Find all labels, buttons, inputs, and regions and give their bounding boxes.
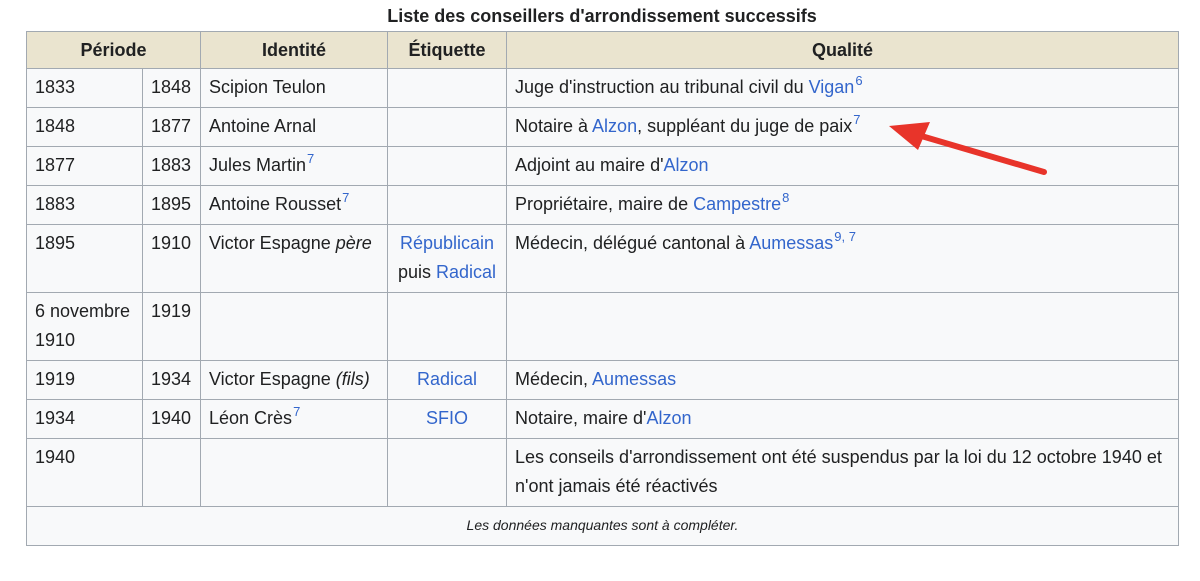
cell-name bbox=[201, 147, 388, 186]
name-text: Scipion Teulon bbox=[209, 77, 326, 97]
header-periode: Période bbox=[27, 32, 201, 69]
cell-party bbox=[388, 293, 507, 361]
cell-name bbox=[201, 361, 388, 400]
link-aumessas[interactable]: Aumessas bbox=[592, 369, 677, 389]
reference-6[interactable]: 6 bbox=[855, 73, 863, 88]
cell-party bbox=[388, 186, 507, 225]
councillors-table bbox=[26, 31, 1179, 546]
reference-8[interactable]: 8 bbox=[782, 190, 790, 205]
footnote-row bbox=[27, 507, 1179, 546]
reference-7[interactable]: 7 bbox=[293, 404, 301, 419]
cell-end: 1919 bbox=[143, 293, 201, 361]
cell-party bbox=[388, 147, 507, 186]
table-container bbox=[26, 0, 1178, 546]
name-text: Victor Espagne bbox=[209, 369, 336, 389]
header-qualite: Qualité bbox=[507, 32, 1179, 69]
cell-start: 1877 bbox=[27, 147, 143, 186]
qualite-text: Notaire à bbox=[515, 116, 593, 136]
cell-start: 6 novembre 1910 bbox=[27, 293, 143, 361]
qualite-text: Médecin, délégué cantonal à bbox=[515, 233, 750, 253]
reference-7[interactable]: 7 bbox=[307, 151, 315, 166]
header-identite: Identité bbox=[201, 32, 388, 69]
cell-party bbox=[388, 400, 507, 439]
cell-end bbox=[143, 439, 201, 507]
cell-party bbox=[388, 69, 507, 108]
cell-start: 1919 bbox=[27, 361, 143, 400]
qualite-text: Propriétaire, maire de bbox=[515, 194, 694, 214]
table-footnote: Les données manquantes sont à compléter. bbox=[27, 507, 1179, 546]
cell-qualite bbox=[507, 69, 1179, 108]
cell-end: 1877 bbox=[143, 108, 201, 147]
cell-end: 1940 bbox=[143, 400, 201, 439]
cell-start: 1883 bbox=[27, 186, 143, 225]
qualite-text: Médecin, bbox=[515, 369, 593, 389]
link-vigan[interactable]: Vigan bbox=[808, 77, 855, 97]
qualite-text-after: , suppléant du juge de paix bbox=[637, 116, 853, 136]
cell-qualite: Les conseils d'arrondissement ont été suspendus par la loi du 12 octobre 1940 et n'ont jamais été réactivés bbox=[507, 439, 1179, 507]
cell-party bbox=[388, 361, 507, 400]
table-row bbox=[27, 186, 1179, 225]
cell-start: 1895 bbox=[27, 225, 143, 293]
cell-name bbox=[201, 293, 388, 361]
table-row bbox=[27, 108, 1179, 147]
cell-qualite bbox=[507, 147, 1179, 186]
header-row bbox=[27, 32, 1179, 69]
cell-end: 1848 bbox=[143, 69, 201, 108]
name-text: Léon Crès bbox=[209, 408, 293, 428]
name-text: Victor Espagne bbox=[209, 233, 336, 253]
link-radical[interactable]: Radical bbox=[416, 369, 478, 389]
cell-start: 1848 bbox=[27, 108, 143, 147]
cell-start: 1833 bbox=[27, 69, 143, 108]
cell-name bbox=[201, 439, 388, 507]
qualite-text: Juge d'instruction au tribunal civil du bbox=[515, 77, 809, 97]
cell-qualite bbox=[507, 361, 1179, 400]
link-alzon[interactable]: Alzon bbox=[592, 116, 638, 136]
name-text: Antoine Rousset bbox=[209, 194, 342, 214]
cell-name bbox=[201, 225, 388, 293]
party-prefix: puis bbox=[397, 262, 436, 282]
reference-7[interactable]: 7 bbox=[342, 190, 350, 205]
cell-name bbox=[201, 400, 388, 439]
cell-party bbox=[388, 108, 507, 147]
cell-qualite bbox=[507, 293, 1179, 361]
link-aumessas[interactable]: Aumessas bbox=[749, 233, 834, 253]
cell-end: 1883 bbox=[143, 147, 201, 186]
table-caption: Liste des conseillers d'arrondissement successifs bbox=[387, 6, 817, 26]
qualite-text: Adjoint au maire d' bbox=[515, 155, 664, 175]
table-row bbox=[27, 439, 1179, 507]
name-italic: (fils) bbox=[335, 369, 370, 389]
cell-name bbox=[201, 186, 388, 225]
link-radical[interactable]: Radical bbox=[436, 262, 497, 282]
cell-party bbox=[388, 439, 507, 507]
reference-7[interactable]: 7 bbox=[853, 112, 861, 127]
link-republicain[interactable]: Républicain bbox=[399, 233, 495, 253]
cell-end: 1934 bbox=[143, 361, 201, 400]
name-text: Jules Martin bbox=[209, 155, 307, 175]
table-row bbox=[27, 225, 1179, 293]
cell-party bbox=[388, 225, 507, 293]
cell-qualite bbox=[507, 108, 1179, 147]
header-etiquette: Étiquette bbox=[388, 32, 507, 69]
table-row bbox=[27, 400, 1179, 439]
cell-end: 1895 bbox=[143, 186, 201, 225]
table-row bbox=[27, 293, 1179, 361]
table-row bbox=[27, 361, 1179, 400]
name-italic: père bbox=[335, 233, 372, 253]
cell-end: 1910 bbox=[143, 225, 201, 293]
cell-name bbox=[201, 108, 388, 147]
link-alzon[interactable]: Alzon bbox=[646, 408, 692, 428]
qualite-text: Notaire, maire d' bbox=[515, 408, 647, 428]
name-text: Antoine Arnal bbox=[209, 116, 317, 136]
table-row bbox=[27, 69, 1179, 108]
cell-qualite bbox=[507, 400, 1179, 439]
link-alzon[interactable]: Alzon bbox=[663, 155, 709, 175]
cell-qualite bbox=[507, 186, 1179, 225]
cell-start: 1934 bbox=[27, 400, 143, 439]
cell-start: 1940 bbox=[27, 439, 143, 507]
cell-name bbox=[201, 69, 388, 108]
cell-qualite bbox=[507, 225, 1179, 293]
reference-9-7[interactable]: 9, 7 bbox=[834, 229, 856, 244]
link-sfio[interactable]: SFIO bbox=[425, 408, 468, 428]
link-campestre[interactable]: Campestre bbox=[693, 194, 782, 214]
table-row bbox=[27, 147, 1179, 186]
